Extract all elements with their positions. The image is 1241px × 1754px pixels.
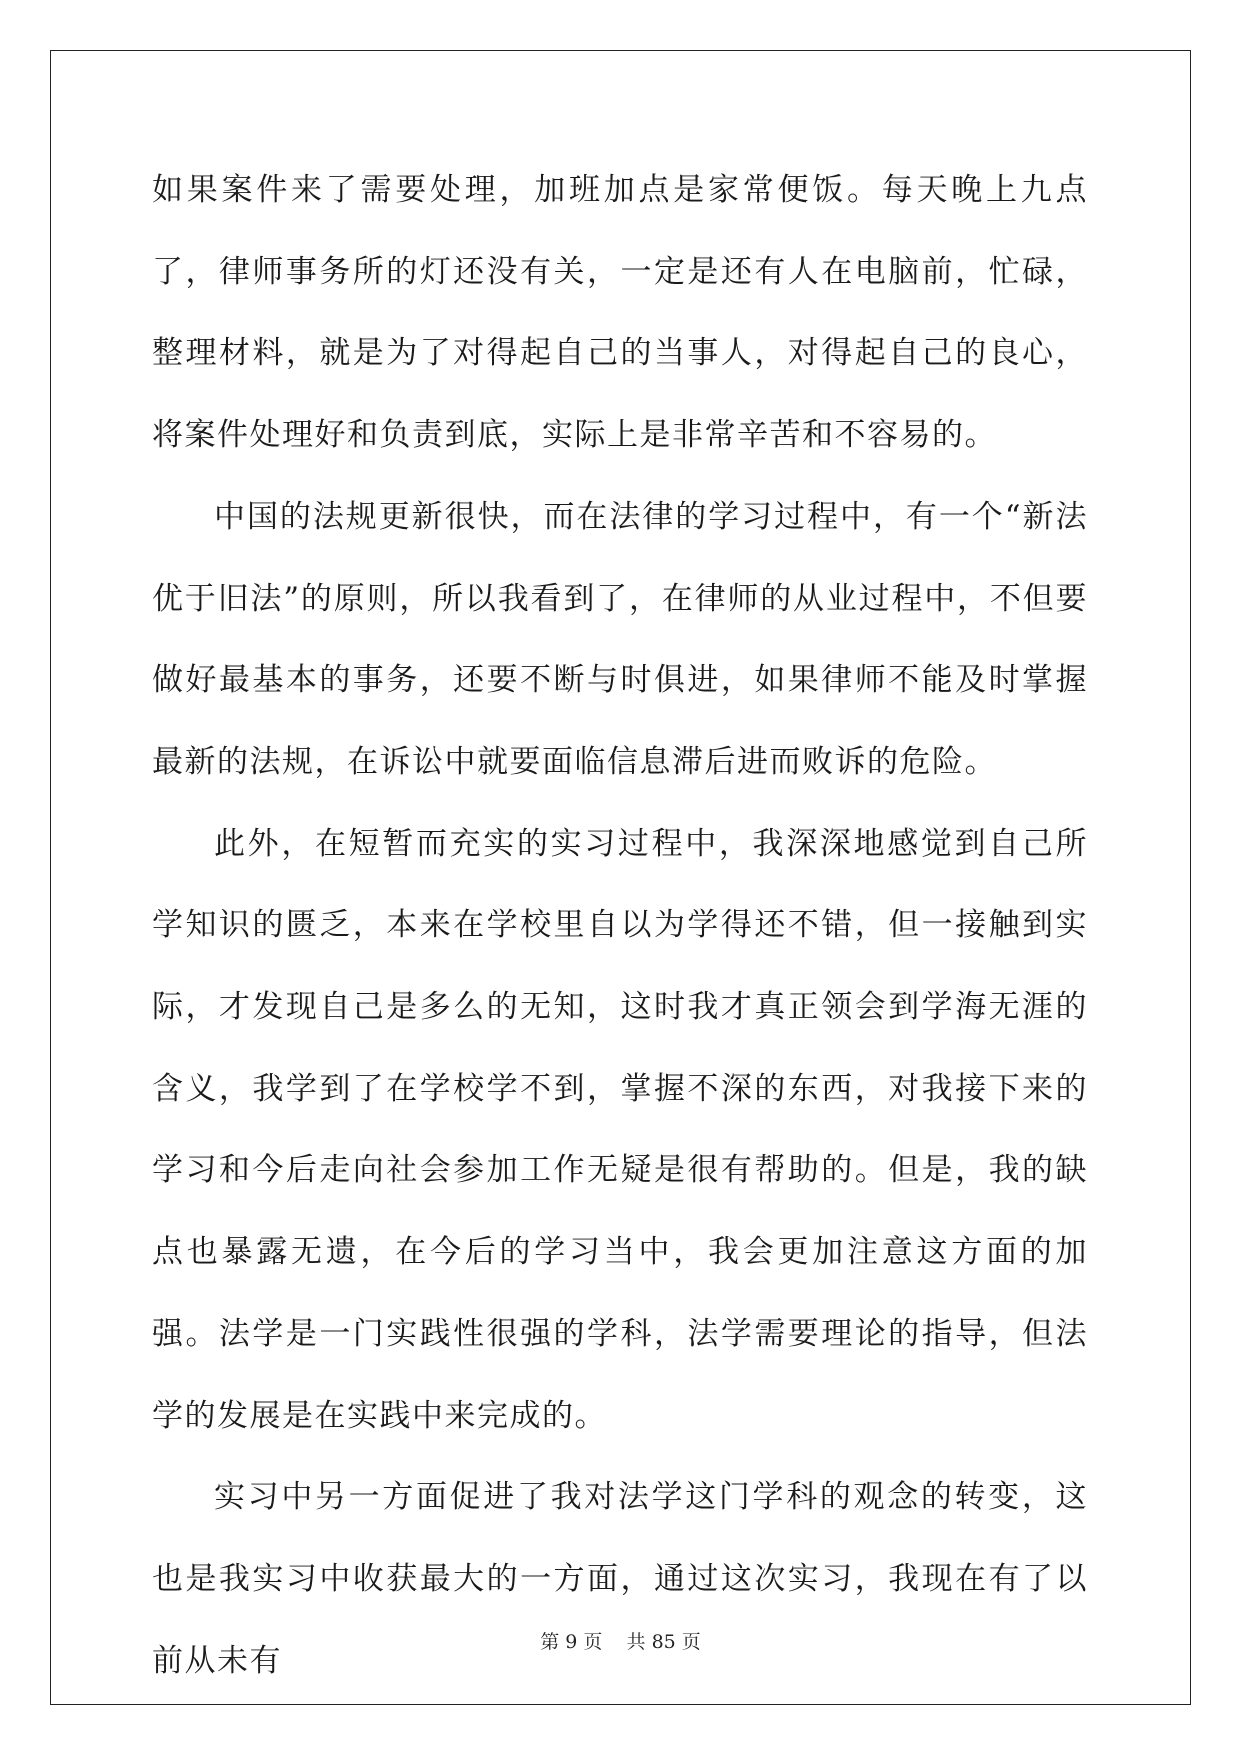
page-number-footer: 第 9 页 共 85 页 [540,1631,701,1653]
paragraph-3: 此外，在短暂而充实的实习过程中，我深深地感觉到自己所学知识的匮乏，本来在学校里自以为学得还不错，但一接触到实际，才发现自己是多么的无知，这时我才真正领会到学海无涯的含义，我学到了在学校学不到，掌握不深的东西，对我接下来的学习和今后走向社会参加工作无疑是很有帮助的。但是，我的缺点也暴露无遗，在今后的学习当中，我会更加注意这方面的加强。法学是一门实践性很强的学科，法学需要理论的指导，但法学的发展是在实践中来完成的。 [152,825,1088,1434]
document-body [152,150,1088,1702]
paragraph-2: 中国的法规更新很快，而在法律的学习过程中，有一个“新法优于旧法”的原则，所以我看到了，在律师的从业过程中，不但要做好最基本的事务，还要不断与时俱进，如果律师不能及时掌握最新的法规，在诉讼中就要面临信息滞后进而败诉的危险。 [152,498,1088,780]
paragraph-1: 如果案件来了需要处理，加班加点是家常便饭。每天晚上九点了，律师事务所的灯还没有关，一定是还有人在电脑前，忙碌，整理材料，就是为了对得起自己的当事人，对得起自己的良心，将案件处理好和负责到底，实际上是非常辛苦和不容易的。 [152,172,1088,454]
paragraph-4: 实习中另一方面促进了我对法学这门学科的观念的转变，这也是我实习中收获最大的一方面，通过这次实习，我现在有了以前从未有 [152,1479,1088,1679]
